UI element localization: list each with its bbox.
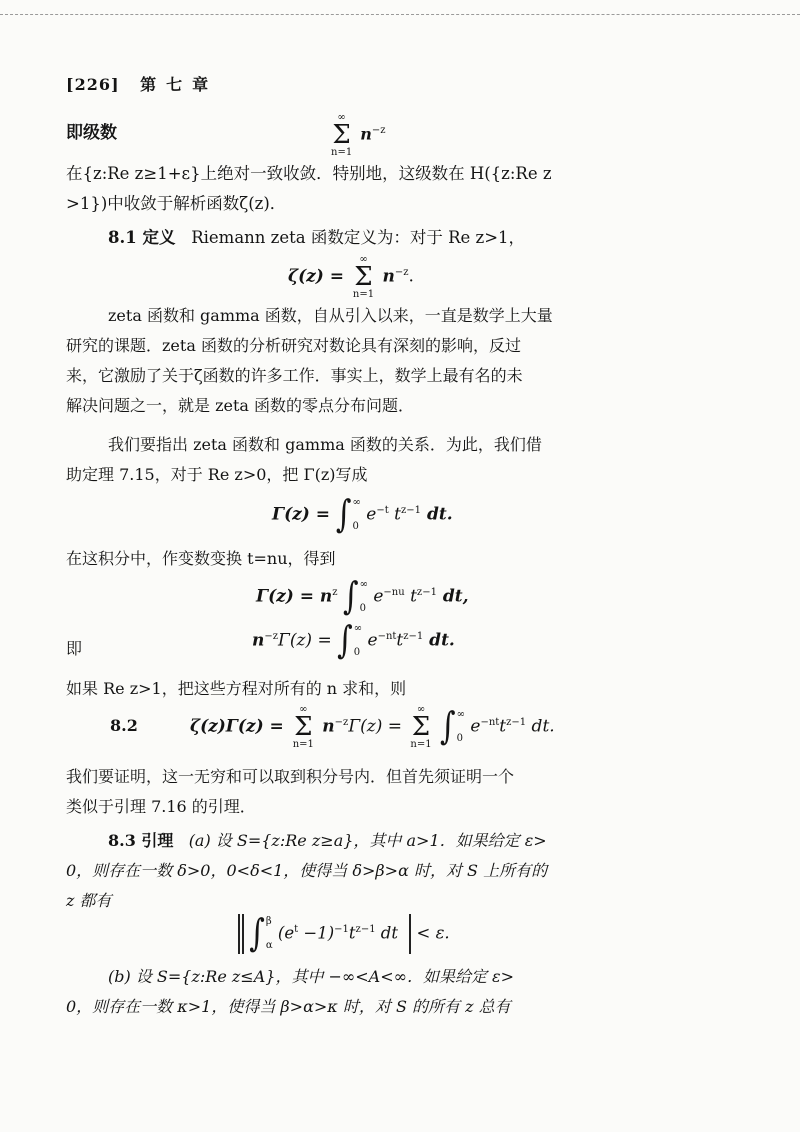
paragraph-2-line-2: 助定理 7.15，对于 Re z>0，把 Γ(z)写成 xyxy=(66,465,368,484)
zeta-definition-formula: ζ(z) = ∞ Σ n=1 $n^{-z}$. xyxy=(288,254,414,300)
gamma-scaled-formula: $n^{-z}\Gamma(z)$ = ∫ ∞ 0 $e^{-nt}t^{z-1}$ dt. xyxy=(252,618,455,663)
paragraph-1-line-2: 研究的课题．zeta 函数的分析研究对数论具有深刻的影响，反过 xyxy=(66,336,521,355)
gamma-integral-formula: Γ(z) = ∫ ∞ 0 $e^{-t}$ $t^{z-1}$ dt. xyxy=(272,492,453,537)
convergence-line-1: 在{z:Re z≥1+ε}上绝对一致收敛．特别地，这级数在 H({z:Re z xyxy=(66,164,552,183)
convergence-line-2: >1})中收敛于解析函数ζ(z)． xyxy=(66,194,287,213)
summation-symbol: ∞ Σ n=1 xyxy=(352,254,375,300)
lemma-line-1 xyxy=(108,828,547,851)
definition-label: 8.1 定义 xyxy=(108,228,176,247)
paragraph-2-line-1: 我们要指出 zeta 函数和 gamma 函数的关系．为此，我们借 xyxy=(108,435,542,454)
summation-symbol: ∞ Σ n=1 xyxy=(410,704,432,750)
series-intro-text: 即级数 xyxy=(66,123,117,143)
summation-intro-line: 如果 Re z>1，把这些方程对所有的 n 求和，则 xyxy=(66,679,407,698)
equation-label-8-2: 8.2 xyxy=(110,716,138,735)
lemma-b-line-2: 0，则存在一数 κ>1，使得当 β>α>κ 时，对 S 的所有 z 总有 xyxy=(66,997,511,1016)
lemma-b-line-1: (b) 设 S={z:Re z≤A}，其中 −∞<A<∞．如果给定 ε> xyxy=(108,967,515,986)
paragraph-3-line-2: 类似于引理 7.16 的引理． xyxy=(66,797,256,816)
running-header xyxy=(66,72,218,95)
gamma-substituted-formula: $\Gamma(z) = n^z$ ∫ ∞ 0 $e^{-nu}$ $t^{z-1}$ dt, xyxy=(256,574,469,619)
paragraph-1-line-3: 来，它激励了关于ζ函数的许多工作．事实上，数学上最有名的未 xyxy=(66,366,523,385)
page-number: [226] xyxy=(66,75,120,94)
lemma-a-text: (a) 设 S={z:Re z≥a}，其中 a>1．如果给定 ε> xyxy=(188,831,547,850)
paragraph-1-line-4: 解决问题之一，就是 zeta 函数的零点分布问题． xyxy=(66,396,415,415)
lemma-a-inequality: ∫ β α $(e^t -1)^{-1}t^{z-1}$ dt < ε. xyxy=(238,914,450,954)
lemma-label: 8.3 引理 xyxy=(108,831,174,850)
substitution-line: 在这积分中，作变数变换 t=nu，得到 xyxy=(66,549,336,568)
series-intro-line xyxy=(66,118,117,143)
summation-symbol: ∞ Σ n=1 xyxy=(292,704,314,750)
definition-line xyxy=(108,224,525,248)
top-dashed-rule xyxy=(0,14,800,15)
paragraph-3-line-1: 我们要证明，这一无穷和可以取到积分号内．但首先须证明一个 xyxy=(66,767,515,786)
chapter-title: 第七章 xyxy=(140,75,219,94)
ji-label: 即 xyxy=(66,639,83,658)
paragraph-1-line-1: zeta 函数和 gamma 函数，自从引入以来，一直是数学上大量 xyxy=(108,306,553,325)
lemma-line-2: 0，则存在一数 δ>0，0<δ<1，使得当 δ>β>α 时，对 S 上所有的 xyxy=(66,861,548,880)
lemma-line-3: z 都有 xyxy=(66,891,112,910)
equation-8-2-formula: ζ(z)Γ(z) = ∞ Σ n=1 $n^{-z}\Gamma(z)$ = ∞ Σ n=1 ∫ ∞ 0 $e^{-nt}t^{z-1}$ dt. xyxy=(190,704,555,750)
definition-text: Riemann zeta 函数定义为：对于 Re z>1， xyxy=(191,228,526,247)
summation-symbol: ∞ Σ n=1 xyxy=(331,112,353,158)
series-formula: ∞ Σ n=1 $n^{-z}$ xyxy=(331,112,386,158)
